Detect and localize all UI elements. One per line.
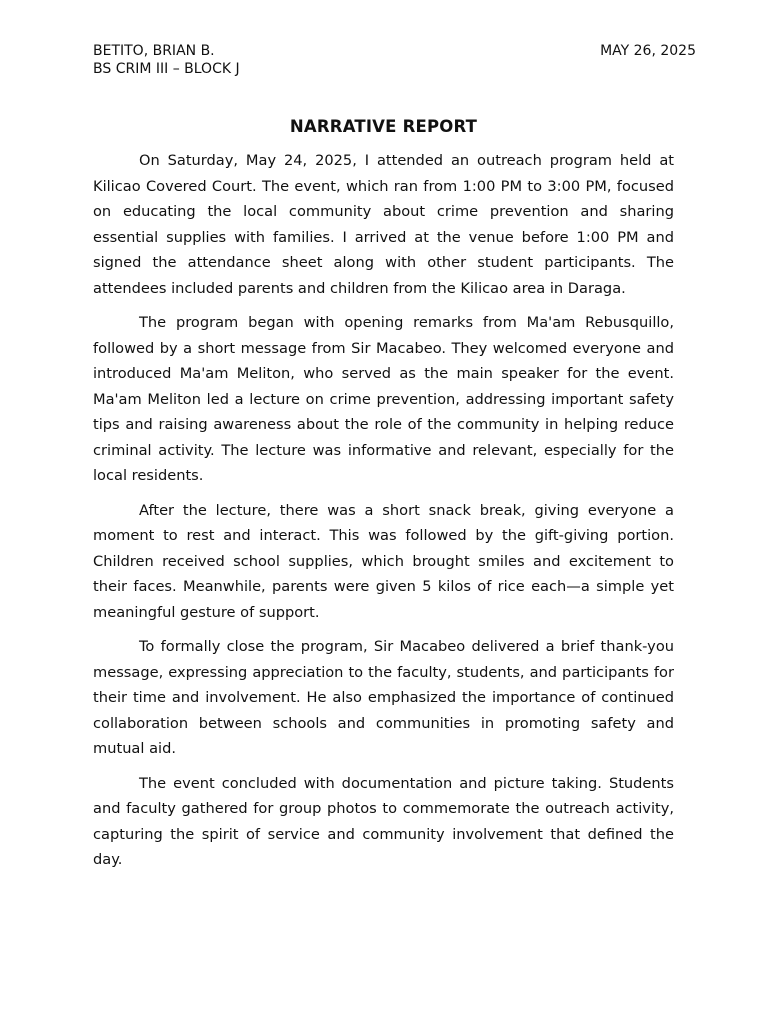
paragraph-1: On Saturday, May 24, 2025, I attended an outreach program held at Kilicao Covered Court. The event, which ran from 1:00 PM to 3:00 PM, focused on educating the local community about crime prevention and sharing essential supplies with families. I arrived at the venue before 1:00 PM and signed the attendance sheet along with other student participants. The attendees included parents and children from the Kilicao area in Daraga. — [93, 152, 674, 297]
document-header — [93, 42, 696, 78]
student-info — [93, 42, 240, 78]
student-course-block: BS CRIM III – BLOCK J — [93, 61, 240, 77]
paragraph-3: After the lecture, there was a short snack break, giving everyone a moment to rest and interact. This was followed by the gift-giving portion. Children received school supplies, which brought smiles and excitement to their faces. Meanwhile, parents were given 5 kilos of rice each—a simple yet meaningful gesture of support. — [93, 501, 674, 621]
document-title: NARRATIVE REPORT — [289, 117, 478, 136]
paragraph-2: The program began with opening remarks from Ma'am Rebusquillo, followed by a short message from Sir Macabeo. They welcomed everyone and introduced Ma'am Meliton, who served as the main speaker for the event. Ma'am Meliton led a lecture on crime prevention, addressing important safety tips and raising awareness about the role of the community in helping reduce criminal activity. The lecture was informative and relevant, especially for the local residents. — [93, 314, 674, 484]
paragraph-5: The event concluded with documentation and picture taking. Students and faculty gathered for group photos to commemorate the outreach activity, capturing the spirit of service and community involvement that defined the day. — [93, 774, 674, 868]
student-name: BETITO, BRIAN B. — [93, 43, 215, 59]
report-date-block — [600, 42, 696, 78]
report-date: MAY 26, 2025 — [600, 43, 696, 59]
paragraph-4: To formally close the program, Sir Macabeo delivered a brief thank-you message, expressing appreciation to the faculty, students, and participants for their time and involvement. He also emphasized the importance of continued collaboration between schools and communities in promoting safety and mutual aid. — [93, 638, 674, 757]
document-page — [93, 42, 696, 882]
